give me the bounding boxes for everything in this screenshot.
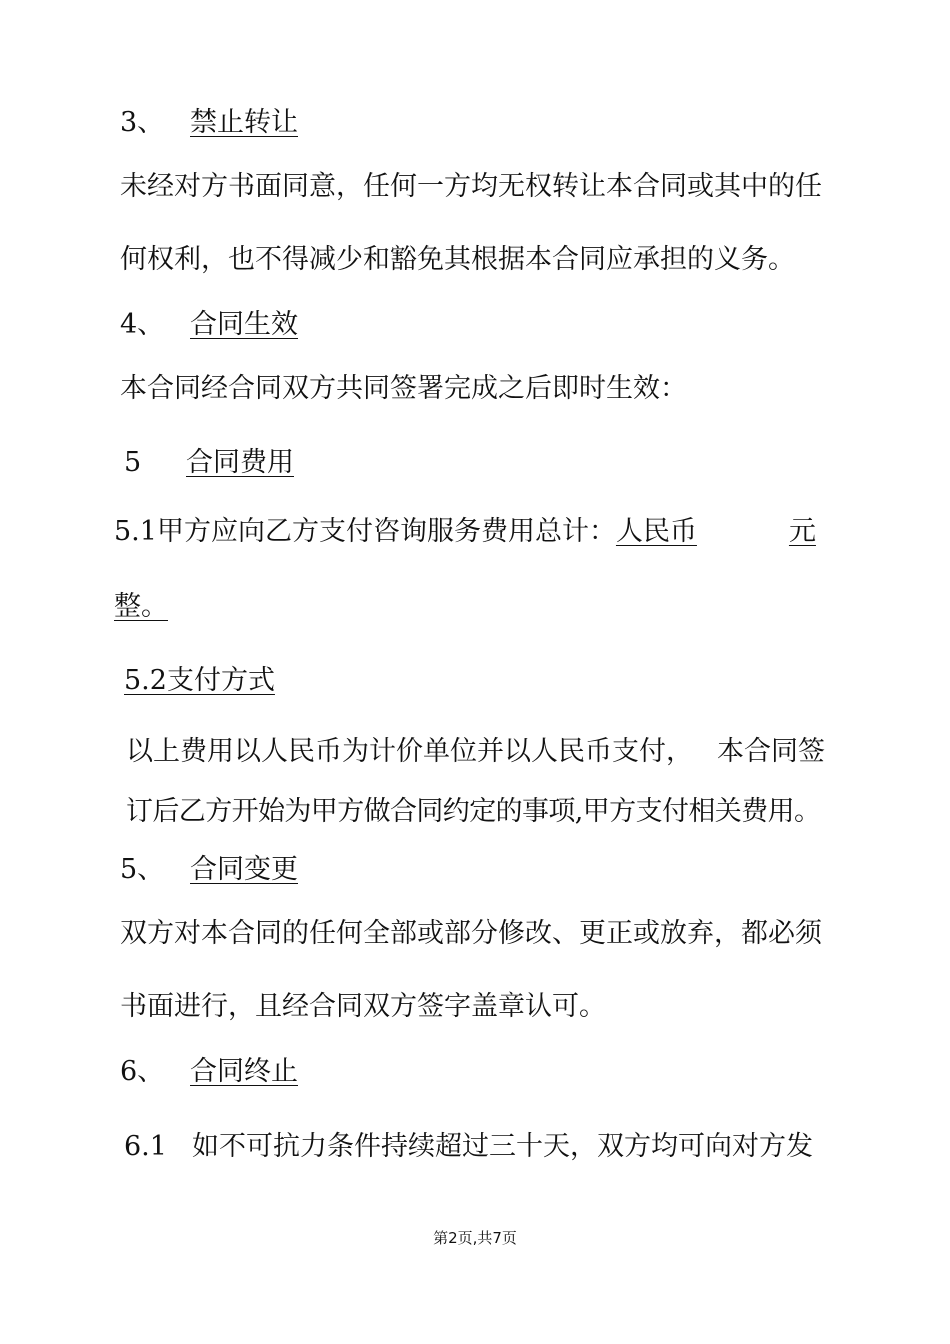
clause-6-1-line	[124, 1130, 813, 1164]
section-title: 合同终止	[190, 1056, 298, 1087]
paragraph-line: 未经对方书面同意，任何一方均无权转让本合同或其中的任	[120, 171, 822, 202]
section-title: 禁止转让	[190, 107, 298, 138]
paragraph-line: 书面进行，且经合同双方签字盖章认可。	[120, 991, 606, 1022]
paragraph-line	[126, 735, 825, 769]
section-5-fee-heading	[124, 446, 294, 480]
clause-text: 如不可抗力条件持续超过三十天，双方均可向对方发	[192, 1131, 813, 1162]
clause-number: 6.1	[124, 1131, 167, 1162]
section-number: 5	[124, 447, 142, 478]
page-number-footer: 第2页,共7页	[433, 1229, 517, 1247]
paragraph-line: 本合同经合同双方共同签署完成之后即时生效：	[120, 373, 687, 404]
section-number: 6、	[120, 1056, 165, 1087]
paragraph-line: 何权利，也不得减少和豁免其根据本合同应承担的义务。	[120, 244, 795, 275]
section-number: 3、	[120, 107, 165, 138]
section-title: 合同费用	[186, 447, 294, 478]
clause-text: 以上费用以人民币为计价单位并以人民币支付，	[126, 736, 693, 767]
amount-blank: 人民币 元	[615, 516, 816, 547]
section-3-heading	[120, 106, 312, 140]
clause-5-1-suffix	[114, 590, 170, 624]
section-number: 5、	[120, 854, 165, 885]
clause-title: 5.2支付方式	[124, 665, 275, 696]
amount-suffix: 整。	[114, 591, 168, 622]
section-number: 4、	[120, 309, 165, 340]
clause-text: 本合同签	[717, 736, 825, 767]
paragraph-line: 双方对本合同的任何全部或部分修改、更正或放弃，都必须	[120, 918, 822, 949]
clause-text: 5.1甲方应向乙方支付咨询服务费用总计：	[114, 516, 616, 547]
section-title: 合同变更	[190, 854, 298, 885]
section-6-heading	[120, 1055, 298, 1089]
clause-5-2-title	[124, 664, 275, 698]
section-title: 合同生效	[190, 309, 298, 340]
section-5-change-heading	[120, 853, 312, 887]
clause-5-1-line	[114, 515, 816, 549]
paragraph-line: 订后乙方开始为甲方做合同约定的事项,甲方支付相关费用。	[126, 796, 821, 827]
section-4-heading	[120, 308, 298, 342]
